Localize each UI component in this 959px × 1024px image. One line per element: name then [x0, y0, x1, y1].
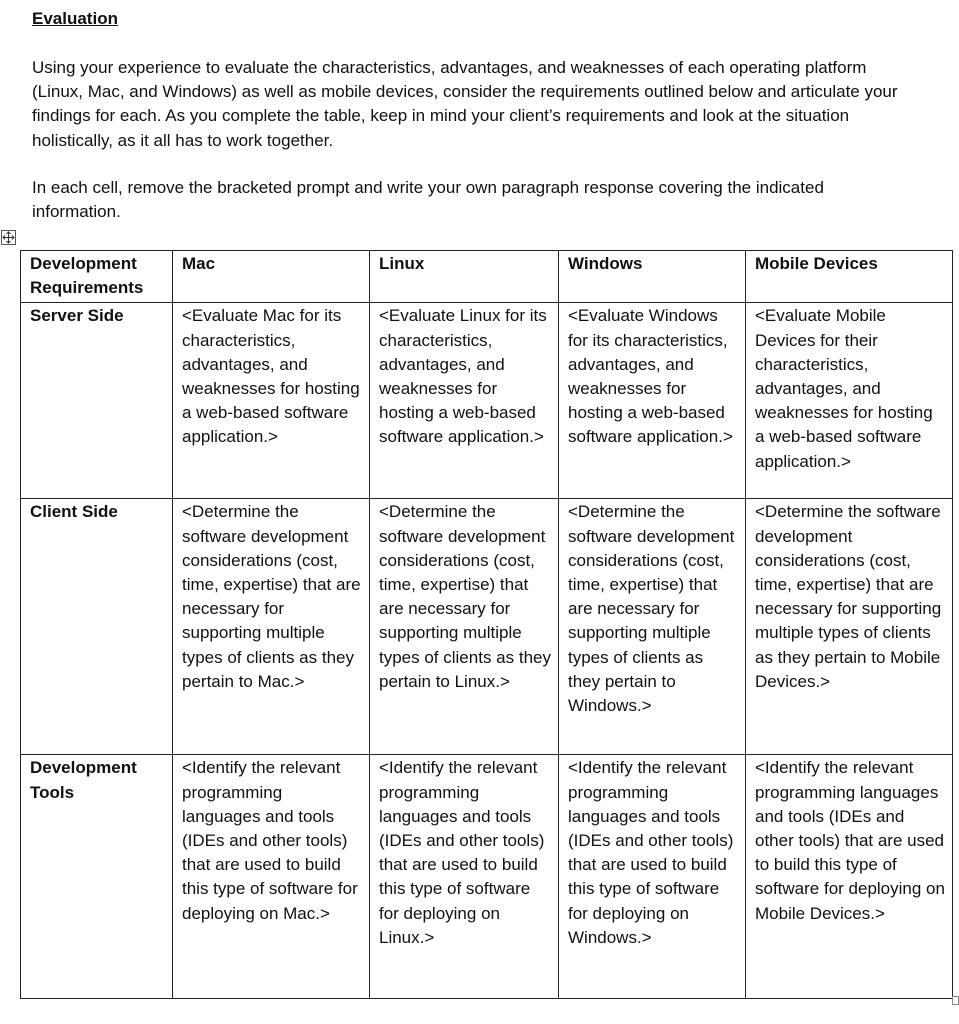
table-row [21, 499, 953, 755]
table-cell[interactable]: <Evaluate Mobile Devices for their characteristics, advantages, and weaknesses for hosting a web-based software application.> [746, 303, 953, 499]
table-resize-handle[interactable] [952, 996, 959, 1005]
table-cell[interactable]: <Evaluate Windows for its characteristics, advantages, and weaknesses for hosting a web-based software application.> [559, 303, 746, 499]
table-cell[interactable]: <Identify the relevant programming languages and tools (IDEs and other tools) that are used to build this type of software for deploying on Mac.> [173, 755, 370, 999]
instructions-paragraph: Using your experience to evaluate the characteristics, advantages, and weaknesses of each operating platform (Linux, Mac, and Windows) as well as mobile devices, consider the requirements outlined below and articulate your findings for each. As you complete the table, keep in mind your client’s requirements and look at the situation holistically, as it all has to work together. [32, 58, 898, 150]
cell-instructions-paragraph: In each cell, remove the bracketed prompt and write your own paragraph response covering the indicated information. [32, 178, 824, 222]
table-cell[interactable]: <Determine the software development considerations (cost, time, expertise) that are necessary for supporting multiple types of clients as they pertain to Windows.> [559, 499, 746, 755]
table-cell[interactable]: <Evaluate Mac for its characteristics, advantages, and weaknesses for hosting a web-based software application.> [173, 303, 370, 499]
table-cell[interactable]: <Determine the software development considerations (cost, time, expertise) that are necessary for supporting multiple types of clients as they pertain to Linux.> [370, 499, 559, 755]
row-header[interactable]: Client Side [21, 499, 173, 755]
table-cell[interactable]: <Identify the relevant programming languages and tools (IDEs and other tools) that are used to build this type of software for deploying on Linux.> [370, 755, 559, 999]
row-header[interactable]: Development Tools [21, 755, 173, 999]
page-title: Evaluation [32, 9, 118, 28]
column-header[interactable]: Windows [559, 251, 746, 303]
table-header-row [21, 251, 953, 303]
column-header[interactable]: Development Requirements [21, 251, 173, 303]
table-cell[interactable]: <Identify the relevant programming languages and tools (IDEs and other tools) that are used to build this type of software for deploying on Windows.> [559, 755, 746, 999]
evaluation-table[interactable] [20, 250, 953, 999]
table-cell[interactable]: <Evaluate Linux for its characteristics, advantages, and weaknesses for hosting a web-based software application.> [370, 303, 559, 499]
row-header[interactable]: Server Side [21, 303, 173, 499]
column-header[interactable]: Mobile Devices [746, 251, 953, 303]
table-row [21, 303, 953, 499]
column-header[interactable]: Mac [173, 251, 370, 303]
column-header[interactable]: Linux [370, 251, 559, 303]
table-cell[interactable]: <Determine the software development considerations (cost, time, expertise) that are necessary for supporting multiple types of clients as they pertain to Mobile Devices.> [746, 499, 953, 755]
table-row [21, 755, 953, 999]
table-cell[interactable]: <Determine the software development considerations (cost, time, expertise) that are necessary for supporting multiple types of clients as they pertain to Mac.> [173, 499, 370, 755]
table-cell[interactable]: <Identify the relevant programming languages and tools (IDEs and other tools) that are used to build this type of software for deploying on Mobile Devices.> [746, 755, 953, 999]
table-move-handle-icon[interactable] [1, 230, 16, 245]
